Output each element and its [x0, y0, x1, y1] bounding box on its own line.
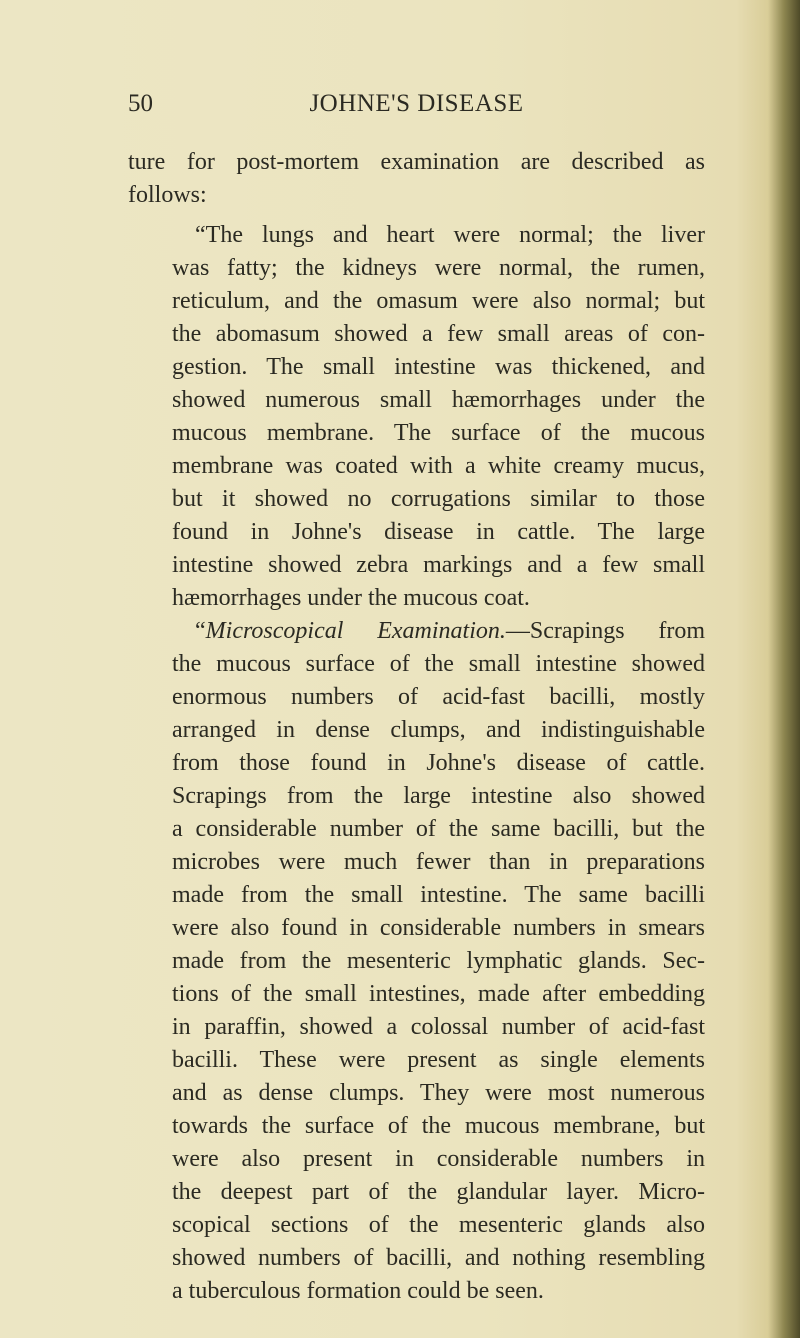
quote-line: hæmorrhages under the mucous coat. [172, 585, 530, 611]
quote-line: bacilli. These were present as single elements [172, 1047, 705, 1073]
quote-line: intestine showed zebra markings and a few small [172, 552, 705, 578]
heading-rest: —Scrapings from [505, 618, 705, 644]
quote-line: mucous membrane. The surface of the mucous [172, 420, 705, 446]
running-title: JOHNE'S DISEASE [309, 90, 524, 117]
quote-line: were also present in considerable numbers in [172, 1146, 705, 1172]
page-number: 50 [128, 90, 153, 117]
heading-open-quote: “ [195, 618, 206, 644]
running-header [128, 90, 705, 124]
quote-line: “The lungs and heart were normal; the liver [195, 222, 705, 248]
quote-line: membrane was coated with a white creamy mucus, [172, 453, 705, 479]
quote-line: in paraffin, showed a colossal number of acid-fast [172, 1014, 705, 1040]
quote-line: the deepest part of the glandular layer. Micro- [172, 1179, 705, 1205]
quote-line: scopical sections of the mesenteric glands also [172, 1212, 705, 1238]
quote-line: was fatty; the kidneys were normal, the rumen, [172, 255, 705, 281]
quote-line: reticulum, and the omasum were also normal; but [172, 288, 705, 314]
quote-line: found in Johne's disease in cattle. The large [172, 519, 705, 545]
quote-line: tions of the small intestines, made after embedding [172, 981, 705, 1007]
quote-line: were also found in considerable numbers in smears [172, 915, 705, 941]
quote-line: Scrapings from the large intestine also showed [172, 783, 705, 809]
heading-italic: Microscopical Examination. [205, 618, 506, 644]
quote-line: made from the small intestine. The same bacilli [172, 882, 705, 908]
text-line: follows: [128, 182, 207, 208]
quote-line: from those found in Johne's disease of cattle. [172, 750, 705, 776]
quote-line: gestion. The small intestine was thickened, and [172, 354, 705, 380]
text-line: ture for post-mortem examination are described as [128, 149, 705, 175]
quote-line: a tuberculous formation could be seen. [172, 1278, 544, 1304]
quote-line: the abomasum showed a few small areas of con- [172, 321, 705, 347]
quote-line: but it showed no corrugations similar to those [172, 486, 705, 512]
quote-line: microbes were much fewer than in preparations [172, 849, 705, 875]
quote-line: the mucous surface of the small intestine showed [172, 651, 705, 677]
quote-line: enormous numbers of acid-fast bacilli, mostly [172, 684, 705, 710]
quote-line: and as dense clumps. They were most numerous [172, 1080, 705, 1106]
quote-line: showed numerous small hæmorrhages under the [172, 387, 705, 413]
quote-line: showed numbers of bacilli, and nothing resembling [172, 1245, 705, 1271]
section-heading-line [195, 616, 705, 646]
quote-line: made from the mesenteric lymphatic glands. Sec- [172, 948, 705, 974]
quote-line: a considerable number of the same bacilli, but the [172, 816, 705, 842]
quote-line: arranged in dense clumps, and indistinguishable [172, 717, 705, 743]
quote-line: towards the surface of the mucous membrane, but [172, 1113, 705, 1139]
